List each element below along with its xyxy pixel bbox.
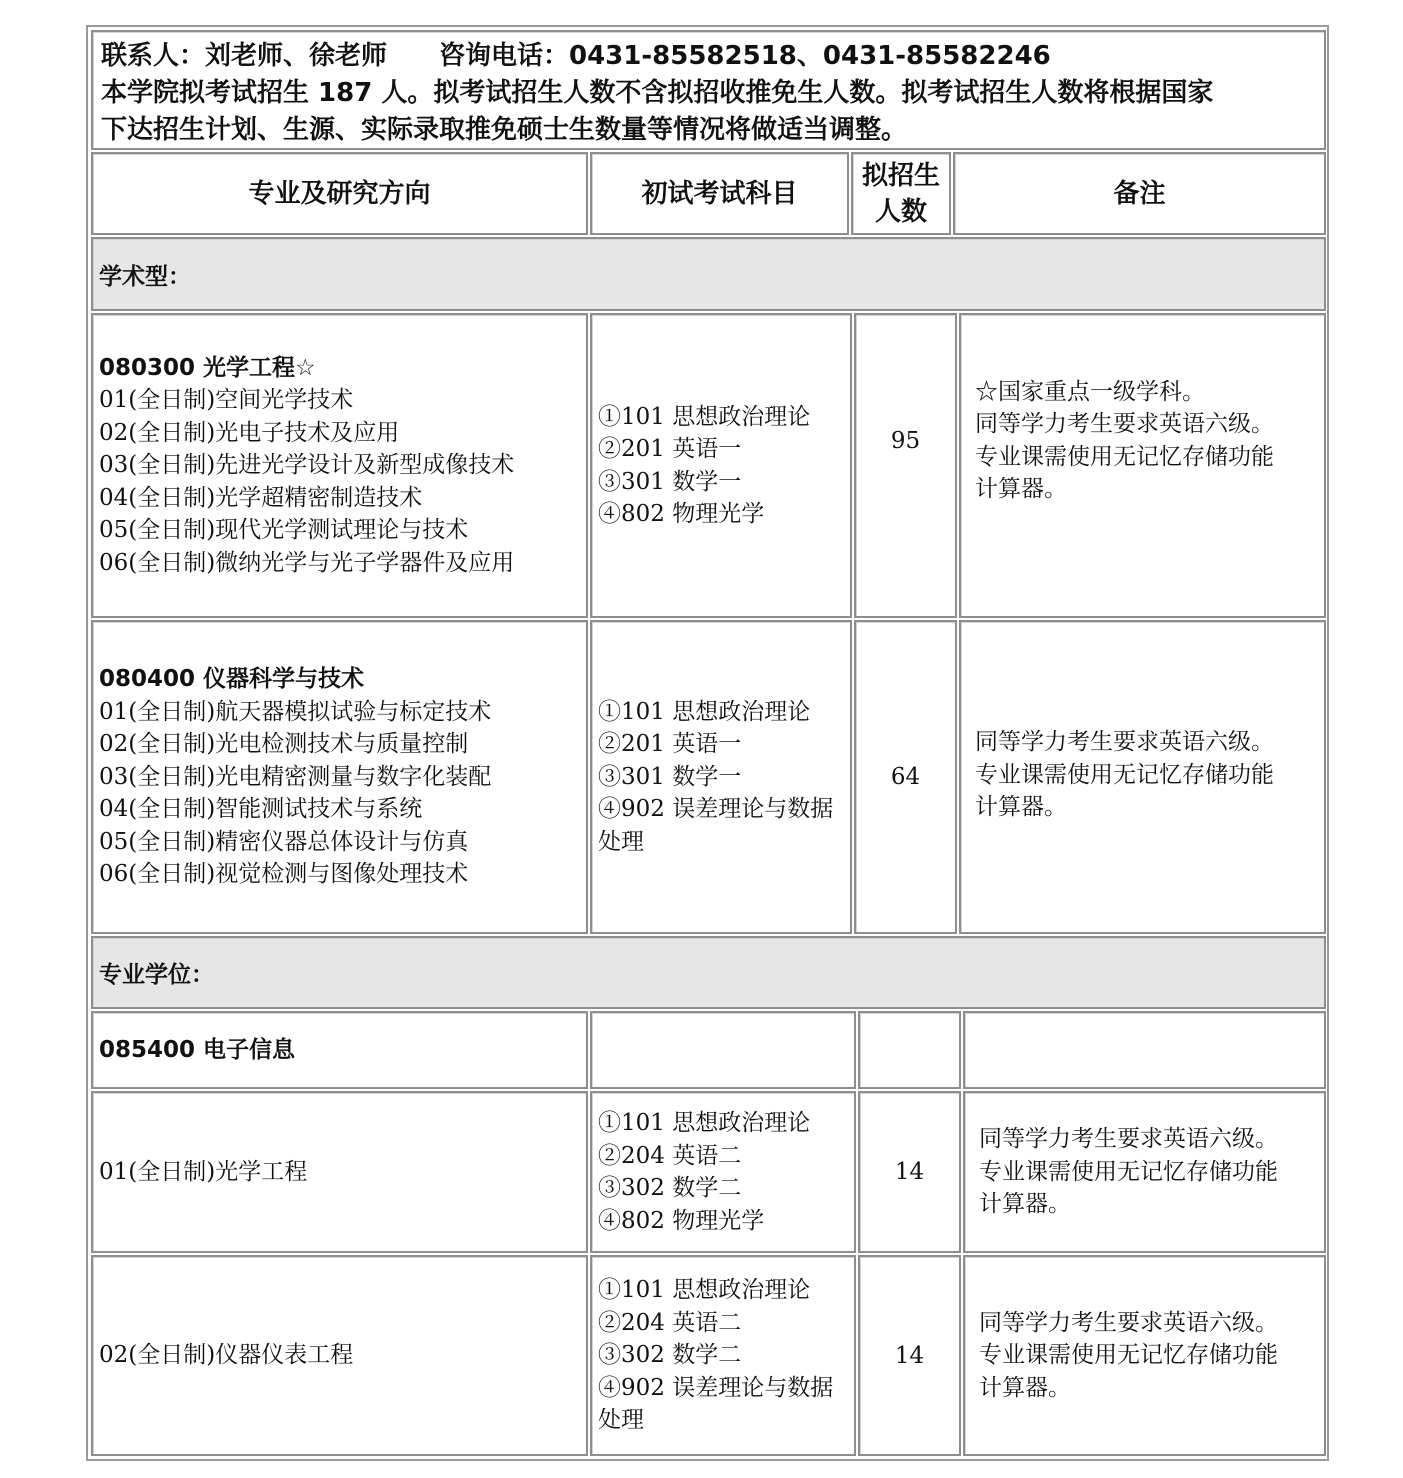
section-professional: 专业学位：: [91, 936, 1326, 1009]
research-direction: 01(全日制)空间光学技术: [99, 387, 354, 414]
exam-cell-085400-empty: [590, 1011, 856, 1089]
exam-cell-080400: [590, 620, 852, 934]
column-header-notes: 备注: [953, 152, 1326, 235]
exam-subject: ③301 数学一: [598, 763, 742, 790]
major-cell-080400: [91, 620, 588, 934]
exam-subject: ④902 误差理论与数据: [598, 1374, 834, 1401]
note-line: 计算器。: [975, 794, 1067, 821]
exam-subject: ②201 英语一: [598, 436, 742, 462]
exam-subject: ③302 数学二: [598, 1342, 742, 1369]
research-direction: 03(全日制)光电精密测量与数字化装配: [99, 763, 492, 790]
major-title: 085400 电子信息: [99, 1036, 296, 1063]
exam-subject: ①101 思想政治理论: [598, 1277, 811, 1304]
exam-subject: 处理: [598, 828, 644, 855]
exam-cell-optical: [590, 1091, 856, 1253]
note-line: 同等学力考生要求英语六级。: [975, 411, 1274, 437]
enrollment-note-line-1: 本学院拟考试招生 187 人。拟考试招生人数不含拟招收推免生人数。拟考试招生人数将根据国家: [101, 78, 1214, 108]
column-header-quota: 拟招生 人数: [851, 152, 951, 235]
research-direction: 03(全日制)先进光学设计及新型成像技术: [99, 452, 515, 479]
exam-subject: ③301 数学一: [598, 468, 742, 495]
note-line: ☆国家重点一级学科。: [975, 378, 1205, 405]
research-direction: 04(全日制)智能测试技术与系统: [99, 796, 423, 823]
exam-subject: ④802 物理光学: [598, 501, 765, 527]
exam-subject: ④802 物理光学: [598, 1207, 765, 1234]
research-direction: 02(全日制)光电子技术及应用: [99, 419, 400, 446]
note-line: 计算器。: [975, 476, 1067, 502]
note-line: 专业课需使用无记忆存储功能: [979, 1158, 1278, 1185]
exam-subject: ④902 误差理论与数据: [598, 796, 834, 823]
research-direction: 02(全日制)仪器仪表工程: [99, 1342, 354, 1369]
note-line: 同等学力考生要求英语六级。: [979, 1309, 1278, 1336]
major-cell-085400: [91, 1011, 588, 1089]
exam-subject: ①101 思想政治理论: [598, 403, 811, 430]
quota-cell-080400: 64: [854, 620, 957, 934]
column-header-exam: 初试考试科目: [590, 152, 849, 235]
note-line: 专业课需使用无记忆存储功能: [975, 443, 1274, 470]
column-header-major: 专业及研究方向: [91, 152, 588, 235]
note-line: 计算器。: [979, 1374, 1071, 1401]
admissions-table: [86, 25, 1329, 1461]
notes-cell-085400-empty: [963, 1011, 1326, 1089]
exam-cell-instrument: [590, 1255, 856, 1456]
quota-cell-optical: 14: [858, 1091, 961, 1253]
major-title: 080300 光学工程☆: [99, 354, 316, 381]
note-line: 同等学力考生要求英语六级。: [979, 1126, 1278, 1153]
exam-subject: ②201 英语一: [598, 731, 742, 758]
exam-subject: ③302 数学二: [598, 1175, 742, 1201]
research-direction: 05(全日制)精密仪器总体设计与仿真: [99, 828, 469, 855]
research-direction: 02(全日制)光电检测技术与质量控制: [99, 731, 469, 758]
notes-cell-optical: [963, 1091, 1326, 1253]
research-direction: 01(全日制)航天器模拟试验与标定技术: [99, 698, 492, 725]
major-title: 080400 仪器科学与技术: [99, 666, 365, 693]
enrollment-note-line-2: 下达招生计划、生源、实际录取推免硕士生数量等情况将做适当调整。: [101, 115, 908, 145]
quota-cell-instrument: 14: [858, 1255, 961, 1456]
exam-subject: ①101 思想政治理论: [598, 1110, 811, 1136]
research-direction: 06(全日制)微纳光学与光子学器件及应用: [99, 549, 515, 576]
research-direction: 01(全日制)光学工程: [99, 1158, 308, 1185]
exam-subject: ①101 思想政治理论: [598, 698, 811, 725]
exam-cell-080300: [590, 313, 852, 618]
section-academic: 学术型：: [91, 237, 1326, 311]
notes-cell-080400: [959, 620, 1326, 934]
notes-cell-080300: [959, 313, 1326, 618]
note-line: 计算器。: [979, 1191, 1071, 1218]
quota-cell-085400-empty: [858, 1011, 961, 1089]
exam-subject: ②204 英语二: [598, 1309, 742, 1336]
contact-info-box: [91, 30, 1326, 150]
quota-cell-080300: 95: [854, 313, 957, 618]
exam-subject: 处理: [598, 1407, 644, 1434]
notes-cell-instrument: [963, 1255, 1326, 1456]
contact-line: 联系人：刘老师、徐老师 咨询电话：0431-85582518、0431-85582246: [101, 41, 1051, 71]
research-direction: 04(全日制)光学超精密制造技术: [99, 484, 423, 511]
note-line: 专业课需使用无记忆存储功能: [979, 1342, 1278, 1369]
major-cell-080300: [91, 313, 588, 618]
research-direction: 06(全日制)视觉检测与图像处理技术: [99, 861, 469, 888]
direction-cell-instrument: [91, 1255, 588, 1456]
research-direction: 05(全日制)现代光学测试理论与技术: [99, 517, 469, 544]
note-line: 专业课需使用无记忆存储功能: [975, 761, 1274, 788]
note-line: 同等学力考生要求英语六级。: [975, 729, 1274, 756]
exam-subject: ②204 英语二: [598, 1142, 742, 1169]
direction-cell-optical: [91, 1091, 588, 1253]
